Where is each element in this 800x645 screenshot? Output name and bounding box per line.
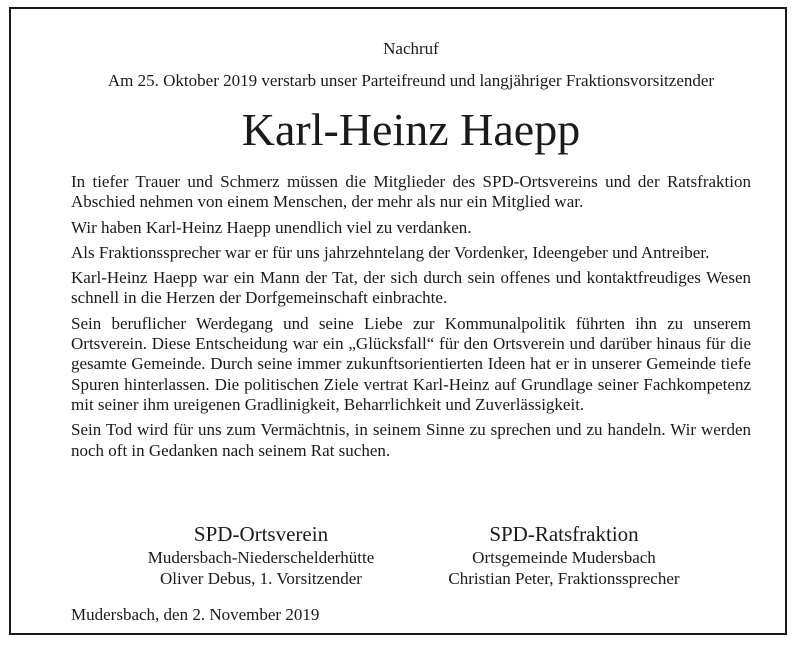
paragraph-4: Karl-Heinz Haepp war ein Mann der Tat, der sich durch sein offenes und kontaktfreudiges Wesen schnell in die Herzen der Dorfgemeinschaft einbrachte. — [71, 268, 751, 308]
paragraph-1: In tiefer Trauer und Schmerz müssen die Mitglieder des SPD-Ortsvereins und der Ratsfraktion Abschied nehmen von einem Menschen, der mehr als nur ein Mitglied war. — [71, 172, 751, 212]
paragraph-2: Wir haben Karl-Heinz Haepp unendlich viel zu verdanken. — [71, 217, 472, 237]
signature-ratsfraktion — [424, 521, 704, 589]
signature-org: SPD-Ratsfraktion — [489, 522, 639, 546]
signature-place: Mudersbach-Niederschelderhütte — [147, 548, 375, 567]
signature-ortsverein — [121, 521, 401, 589]
heading: Nachruf — [383, 39, 439, 58]
paragraph-6: Sein Tod wird für uns zum Vermächtnis, in seinem Sinne zu sprechen und zu handeln. Wir werden noch oft in Gedanken nach seinem Rat suchen. — [71, 420, 751, 460]
intro-line: Am 25. Oktober 2019 verstarb unser Parteifreund und langjähriger Fraktionsvorsitzender — [107, 71, 715, 90]
paragraph-5: Sein beruflicher Werdegang und seine Liebe zur Kommunalpolitik führten ihn zu unserem Ortsverein. Diese Entscheidung war ein „Glücksfall“ für den Ortsverein und darüber hinaus für die gesamte Gemeinde. Durch seine immer zukunftsorientierten Ideen hat er in unserer Gemeinde tiefe Spuren hinterlassen. Die politischen Ziele vertrat Karl-Heinz auf Grundlage seiner Fachkompetenz mit seiner ihm ureigenen Gradlinigkeit, Beharrlichkeit und Zuverlässigkeit. — [71, 313, 751, 414]
paragraph-3: Als Fraktionssprecher war er für uns jahrzehntelang der Vordenker, Ideengeber und Antreiber. — [71, 242, 710, 262]
signature-person: Christian Peter, Fraktionssprecher — [448, 569, 680, 588]
dateline: Mudersbach, den 2. November 2019 — [71, 605, 320, 624]
body-text — [71, 172, 751, 466]
deceased-name: Karl-Heinz Haepp — [241, 104, 581, 155]
signature-place: Ortsgemeinde Mudersbach — [472, 548, 656, 567]
signature-person: Oliver Debus, 1. Vorsitzender — [160, 569, 362, 588]
obituary-frame — [9, 7, 787, 635]
signature-org: SPD-Ortsverein — [193, 522, 329, 546]
